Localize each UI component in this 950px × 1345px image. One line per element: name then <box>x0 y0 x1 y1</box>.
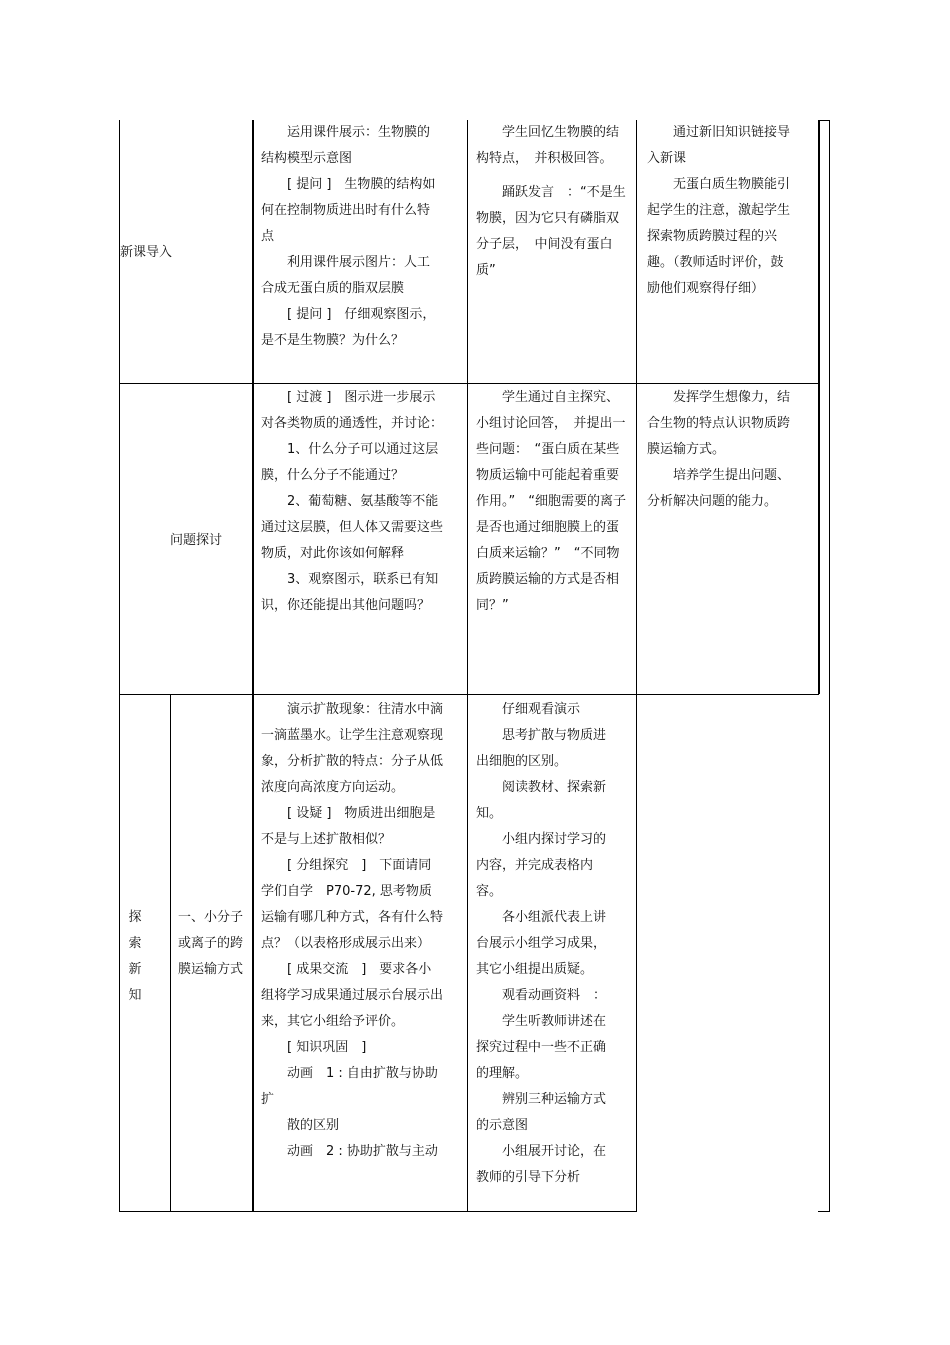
stage-sub-label: 一、小分子或离子的跨膜运输方式 <box>178 910 244 977</box>
teacher-text: 动画 2 : 协助扩散与主动 <box>287 1144 438 1159</box>
stage-char: 索 <box>128 936 142 951</box>
teacher-text: 1、什么分子可以通过这层膜，什么分子不能通过？ <box>261 442 439 483</box>
teacher-text: [ 提问 ] 仔细观察图示，是不是生物膜？为什么？ <box>261 307 436 348</box>
teacher-text: [ 提问 ] 生物膜的结构如何在控制物质进出时有什么特点 <box>261 177 436 244</box>
teacher-text: 运用课件展示：生物膜的结构模型示意图 <box>261 125 431 166</box>
table-col-divider-1 <box>252 120 254 1212</box>
student-text: 思考扩散与物质进出细胞的区别。 <box>476 728 607 769</box>
teacher-text: [ 知识巩固 ] <box>287 1040 367 1055</box>
intent-text: 通过新旧知识链接导入新课 <box>647 125 791 166</box>
student-text: 阅读教材、探索新知。 <box>476 780 607 821</box>
intent-text: 培养学生提出问题、分析解决问题的能力。 <box>647 468 791 509</box>
table-left-border <box>119 120 120 1212</box>
row2-student-activity <box>476 385 628 619</box>
teacher-text: [ 设疑 ] 物质进出细胞是不是与上述扩散相似？ <box>261 806 436 847</box>
student-text: 学生回忆生物膜的结构特点， 并积极回答。 <box>476 125 620 166</box>
teacher-text: [ 分组探究 ] 下面请同学们自学 P70-72, 思考物质运输有哪几种方式，各有什么特点？（以表格形成展示出来） <box>261 858 444 951</box>
student-text: 观看动画资料 ： <box>502 988 607 1003</box>
stage-char: 探 <box>128 910 142 925</box>
student-text: 各小组派代表上讲台展示小组学习成果，其它小组提出质疑。 <box>476 910 607 977</box>
stage-char: 知 <box>128 988 142 1003</box>
table-subcol-divider <box>170 694 171 1212</box>
student-text: 辨别三种运输方式的示意图 <box>476 1092 607 1133</box>
student-text: 学生通过自主探究、小组讨论回答， 并提出一些问题： “蛋白质在某些物质运输中可能起着重要作用。” “细胞需要的离子是否也通过细胞膜上的蛋白质来运输？” “不同物质跨膜运输的方式是否相同？” <box>476 390 626 613</box>
student-text: 学生听教师讲述在探究过程中一些不正确的理解。 <box>476 1014 607 1081</box>
stage-label: 问题探讨 <box>170 533 223 548</box>
student-text: 仔细观看演示 <box>502 702 581 717</box>
table-col-divider-2 <box>467 120 468 1212</box>
table-row-divider-2 <box>119 694 819 695</box>
table-bottom-border-left <box>119 1211 637 1212</box>
table-bottom-tick <box>818 1211 830 1212</box>
row3-student-activity <box>476 697 612 1191</box>
row2-teacher-activity <box>261 385 444 619</box>
row3-stage-main <box>125 905 145 1009</box>
teacher-text: [ 过渡 ] 图示进一步展示对各类物质的通透性，并讨论： <box>261 390 444 431</box>
row1-design-intent <box>647 120 793 302</box>
student-text: 小组展开讨论，在教师的引导下分析 <box>476 1144 607 1185</box>
student-text: 小组内探讨学习的内容，并完成表格内容。 <box>476 832 607 899</box>
teacher-text: 动画 1 : 自由扩散与协助扩 <box>261 1066 438 1107</box>
row3-teacher-activity <box>261 697 444 1165</box>
table-top-tick <box>818 120 830 121</box>
stage-char: 新 <box>128 962 142 977</box>
teacher-text: [ 成果交流 ] 要求各小组将学习成果通过展示台展示出来，其它小组给予评价。 <box>261 962 444 1029</box>
teacher-text: 散的区别 <box>287 1118 340 1133</box>
intent-text: 发挥学生想像力，结合生物的特点认识物质跨膜运输方式。 <box>647 390 791 457</box>
table-col-divider-3 <box>636 120 637 1212</box>
intent-text: 无蛋白质生物膜能引起学生的注意，激起学生探索物质跨膜过程的兴趣。（教师适时评价，鼓励他们观察得仔细） <box>647 177 791 296</box>
stage-label: 新课导入 <box>120 245 173 260</box>
table-right-border-upper <box>818 120 820 694</box>
teacher-text: 2、葡萄糖、氨基酸等不能通过这层膜，但人体又需要这些物质，对此你该如何解释 <box>261 494 444 561</box>
row3-stage-sub <box>178 905 244 983</box>
student-text: 踊跃发言 ：“不是生物膜，因为它只有磷脂双分子层， 中间没有蛋白质” <box>476 185 626 278</box>
row1-stage <box>120 240 250 266</box>
table-right-border-lower <box>829 120 830 1212</box>
row1-student-activity <box>476 120 626 284</box>
row2-design-intent <box>647 385 793 515</box>
row1-teacher-activity <box>261 120 441 354</box>
teacher-text: 演示扩散现象：往清水中滴一滴蓝墨水。让学生注意观察现象，分析扩散的特点：分子从低浓度向高浓度方向运动。 <box>261 702 444 795</box>
teacher-text: 利用课件展示图片：人工合成无蛋白质的脂双层膜 <box>261 255 431 296</box>
teacher-text: 3、观察图示，联系已有知识，你还能提出其他问题吗？ <box>261 572 439 613</box>
row2-stage <box>170 528 250 554</box>
table-row-divider-1 <box>119 383 819 384</box>
